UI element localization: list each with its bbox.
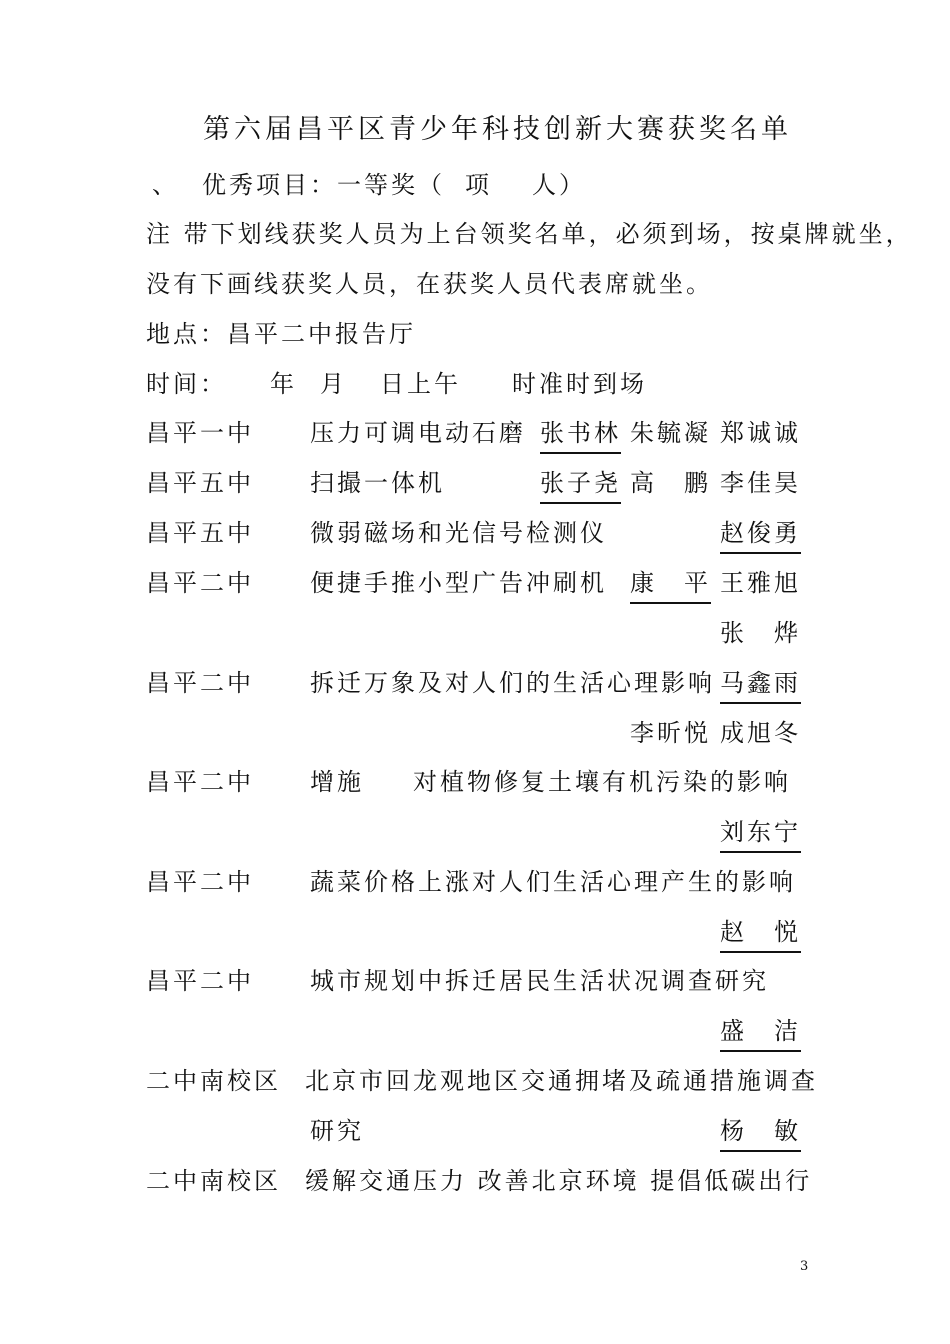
entry-person-underlined: 马鑫雨 [720,668,801,704]
entry-person: 朱毓凝 [630,419,711,447]
entry-project: 蔬菜价格上涨对人们生活心理产生的影响 [310,868,796,896]
entry-person: 李昕悦 [630,719,711,747]
entry-person-underlined: 赵俊勇 [720,518,801,554]
time-label: 时间： [146,370,227,398]
entry-project: 微弱磁场和光信号检测仪 [310,519,607,547]
section-heading-label: 优秀项目：一等奖（ [202,171,445,199]
entry-project-line-2: 研究 [310,1117,364,1145]
time-hour: 时准时到场 [512,370,647,398]
entry-school: 昌平二中 [146,768,254,796]
entry-project-line-1: 北京市回龙观地区交通拥堵及疏通措施调查 [305,1067,818,1095]
entry-school: 昌平二中 [146,569,254,597]
entry-school: 昌平二中 [146,669,254,697]
entry-person-underlined: 盛 洁 [720,1016,801,1052]
time-year: 年 [270,370,297,398]
entry-school: 二中南校区 [146,1167,281,1195]
note-line-1: 注 带下划线获奖人员为上台领奖名单，必须到场，按桌牌就坐， [146,220,913,248]
time-day: 日上午 [380,370,461,398]
entry-person: 李佳昊 [720,469,801,497]
note-line-2: 没有下画线获奖人员，在获奖人员代表席就坐。 [146,270,713,298]
location: 地点：昌平二中报告厅 [146,320,416,348]
entry-person-underlined: 刘东宁 [720,817,801,853]
entry-person: 成旭冬 [720,719,801,747]
entry-person-underlined: 杨 敏 [720,1116,801,1152]
section-heading-mid: 项 [465,171,492,199]
entry-project: 城市规划中拆迁居民生活状况调查研究 [310,967,769,995]
entry-person: 郑诚诚 [720,419,801,447]
entry-person: 张 烨 [720,619,801,647]
entry-school: 昌平二中 [146,967,254,995]
entry-person-underlined: 赵 悦 [720,917,801,953]
entry-project: 便捷手推小型广告冲刷机 [310,569,607,597]
entry-person-underlined: 张子尧 [540,468,621,504]
entry-person: 王雅旭 [720,569,801,597]
entry-project-part-b: 对植物修复土壤有机污染的影响 [413,768,791,796]
entry-project: 拆迁万象及对人们的生活心理影响 [310,669,715,697]
entry-person-underlined: 康 平 [630,568,711,604]
entry-person: 高 鹏 [630,469,711,497]
entry-person-underlined: 张书林 [540,418,621,454]
section-heading-prefix: 、 [152,171,179,199]
page-number: 3 [800,1259,809,1274]
entry-project: 扫撮一体机 [310,469,445,497]
entry-project: 压力可调电动石磨 [310,419,526,447]
entry-project-part-a: 增施 [310,768,364,796]
document-title: 第六届昌平区青少年科技创新大赛获奖名单 [203,114,792,145]
entry-school: 昌平二中 [146,868,254,896]
entry-school: 二中南校区 [146,1067,281,1095]
entry-school: 昌平一中 [146,419,254,447]
entry-school: 昌平五中 [146,519,254,547]
section-heading-end: 人） [532,171,586,199]
entry-school: 昌平五中 [146,469,254,497]
entry-project: 缓解交通压力 改善北京环境 提倡低碳出行 [305,1167,813,1195]
time-month: 月 [320,370,347,398]
